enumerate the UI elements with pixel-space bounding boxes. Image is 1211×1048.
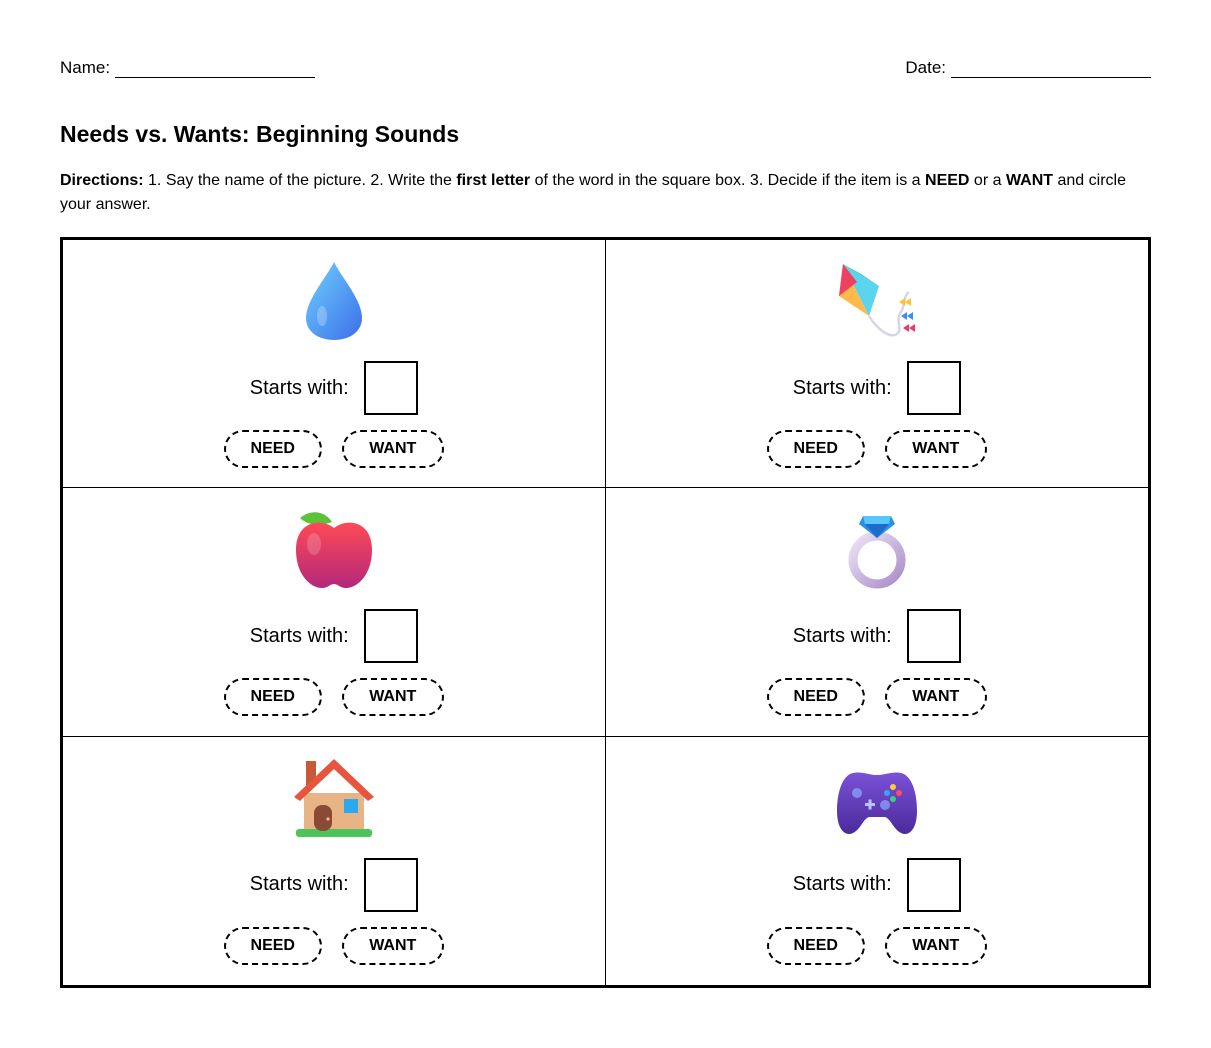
want-choice[interactable]: WANT xyxy=(342,678,444,716)
starts-with-row xyxy=(63,858,605,912)
choice-row xyxy=(606,678,1149,716)
choice-row xyxy=(606,927,1149,965)
name-label: Name: xyxy=(60,58,111,77)
date-field[interactable] xyxy=(905,58,1151,78)
date-label: Date: xyxy=(905,58,946,77)
starts-with-label: Starts with: xyxy=(249,376,349,399)
starts-with-label: Starts with: xyxy=(792,376,892,399)
starts-with-row xyxy=(606,361,1149,415)
item-cell xyxy=(606,240,1149,488)
name-line[interactable] xyxy=(115,62,315,78)
page-title: Needs vs. Wants: Beginning Sounds xyxy=(60,121,460,147)
starts-with-label: Starts with: xyxy=(792,873,892,896)
want-choice[interactable]: WANT xyxy=(342,927,444,965)
starts-with-row xyxy=(63,361,605,415)
directions-part2: of the word in the square box. 3. Decide if the item is a xyxy=(530,172,926,189)
need-choice[interactable]: NEED xyxy=(224,927,322,965)
game-controller-icon xyxy=(835,755,919,839)
house-icon xyxy=(292,755,376,839)
item-cell xyxy=(63,240,606,488)
starts-with-row xyxy=(606,858,1149,912)
kite-icon xyxy=(835,258,919,342)
directions-want: WANT xyxy=(1005,172,1054,189)
directions-part4: and circle your answer. xyxy=(60,172,1126,213)
first-letter-box[interactable] xyxy=(364,609,418,663)
first-letter-box[interactable] xyxy=(364,361,418,415)
worksheet-header xyxy=(60,58,1151,80)
want-choice[interactable]: WANT xyxy=(342,430,444,468)
starts-with-label: Starts with: xyxy=(249,873,349,896)
item-grid xyxy=(60,237,1151,988)
choice-row xyxy=(63,430,605,468)
directions-need: NEED xyxy=(925,172,970,189)
directions xyxy=(60,169,1151,217)
need-choice[interactable]: NEED xyxy=(767,430,865,468)
item-cell xyxy=(63,737,606,985)
date-line[interactable] xyxy=(951,62,1151,78)
name-field[interactable] xyxy=(60,58,315,78)
choice-row xyxy=(63,927,605,965)
want-choice[interactable]: WANT xyxy=(885,678,987,716)
need-choice[interactable]: NEED xyxy=(767,678,865,716)
starts-with-label: Starts with: xyxy=(249,624,349,647)
first-letter-box[interactable] xyxy=(907,858,961,912)
starts-with-row xyxy=(63,609,605,663)
need-choice[interactable]: NEED xyxy=(224,430,322,468)
item-cell xyxy=(606,488,1149,736)
first-letter-box[interactable] xyxy=(907,609,961,663)
directions-first-letter: first letter xyxy=(456,172,531,189)
starts-with-label: Starts with: xyxy=(792,624,892,647)
need-choice[interactable]: NEED xyxy=(767,927,865,965)
choice-row xyxy=(606,430,1149,468)
starts-with-row xyxy=(606,609,1149,663)
item-cell xyxy=(63,488,606,736)
want-choice[interactable]: WANT xyxy=(885,430,987,468)
water-drop-icon xyxy=(292,258,376,342)
directions-part1: 1. Say the name of the picture. 2. Write the xyxy=(143,172,457,189)
choice-row xyxy=(63,678,605,716)
want-choice[interactable]: WANT xyxy=(885,927,987,965)
directions-part3: or a xyxy=(969,172,1006,189)
item-cell xyxy=(606,737,1149,985)
first-letter-box[interactable] xyxy=(907,361,961,415)
directions-lead: Directions: xyxy=(60,172,144,189)
first-letter-box[interactable] xyxy=(364,858,418,912)
apple-icon xyxy=(292,506,376,590)
ring-icon xyxy=(835,506,919,590)
need-choice[interactable]: NEED xyxy=(224,678,322,716)
